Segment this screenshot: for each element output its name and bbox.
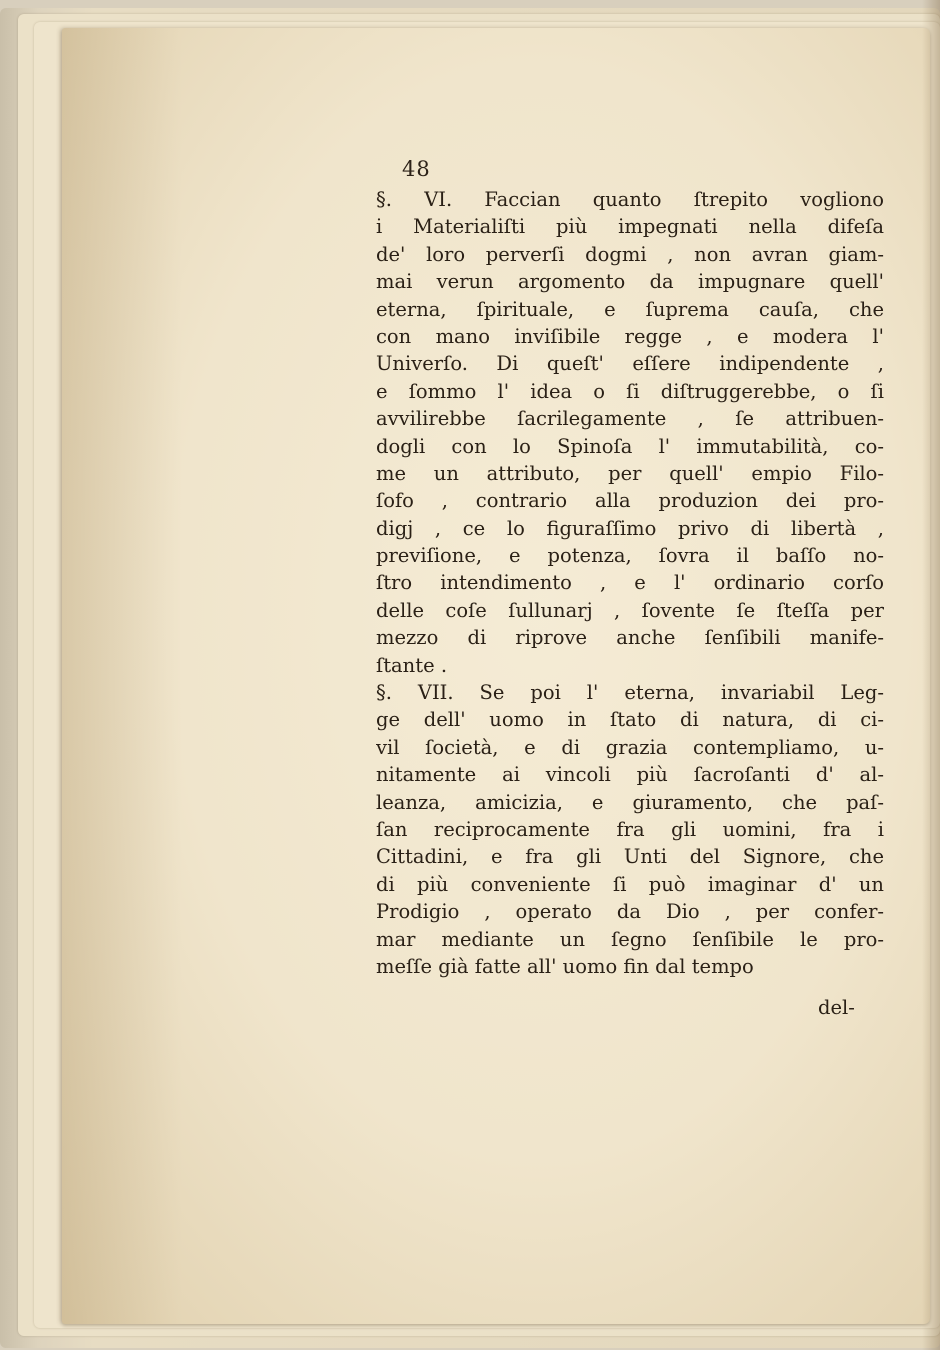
text-line: eterna, ſpirituale, e ſuprema cauſa, che <box>376 297 884 321</box>
text-line: ge dell' uomo in ſtato di natura, di ci- <box>376 708 884 732</box>
text-line: me un attributo, per quell' empio Filo- <box>376 461 884 485</box>
text-line: con mano inviſibile regge , e modera l' <box>376 324 884 348</box>
text-line: nitamente ai vincoli più ſacroſanti d' al- <box>376 763 884 787</box>
text-line: avvilirebbe ſacrilegamente , ſe attribuen- <box>376 407 884 431</box>
right-edge-shadow <box>922 0 940 1350</box>
text-line: di più conveniente ſi può imaginar d' un <box>376 872 884 896</box>
text-line: Prodigio , operato da Dio , per confer- <box>376 900 884 924</box>
text-line: dogli con lo Spinoſa l' immutabilità, co- <box>376 434 884 458</box>
text-line: previſione, e potenza, ſovra il baſſo no- <box>376 544 884 568</box>
text-line: de' loro perverſi dogmi , non avran giam- <box>376 242 884 266</box>
text-line: mai verun argomento da impugnare quell' <box>376 270 884 294</box>
text-line: Cittadini, e fra gli Unti del Signore, che <box>376 845 884 869</box>
text-line: meſſe già fatte all' uomo fin dal tempo <box>376 954 754 978</box>
text-line: ſofo , contrario alla produzion dei pro- <box>376 489 884 513</box>
text-line: ſtro intendimento , e l' ordinario corſo <box>376 571 884 595</box>
text-line: e ſommo l' idea o ſi diſtruggerebbe, o ſi <box>376 379 884 403</box>
paragraph-section-vii <box>376 679 884 980</box>
text-line: ſtante . <box>376 653 448 677</box>
text-line: leanza, amicizia, e giuramento, che paſ- <box>376 790 884 814</box>
paragraph-section-vi <box>376 186 884 679</box>
page-number: 48 <box>402 157 431 181</box>
text-line: ſan reciprocamente fra gli uomini, fra i <box>376 817 884 841</box>
text-line: mezzo di riprove anche ſenſibili manife- <box>376 626 884 650</box>
text-line: i Materialiſti più impegnati nella difeſa <box>376 215 884 239</box>
text-line: §. VII. Se poi l' eterna, invariabil Leg- <box>376 681 884 705</box>
paragraphs <box>376 186 884 980</box>
text-line: §. VI. Faccian quanto ſtrepito vogliono <box>376 188 884 211</box>
text-line: vil ſocietà, e di grazia contempliamo, u- <box>376 735 884 759</box>
text-line: digj , ce lo figuraſſimo privo di libertà , <box>376 516 884 540</box>
text-line: mar mediante un ſegno ſenſibile le pro- <box>376 927 884 951</box>
catchword: del- <box>818 996 855 1019</box>
text-line: Univerſo. Di queſt' eſſere indipendente , <box>376 352 884 376</box>
text-line: delle coſe ſullunarj , ſovente ſe ſteſſa per <box>376 598 884 622</box>
text-block <box>376 186 884 980</box>
